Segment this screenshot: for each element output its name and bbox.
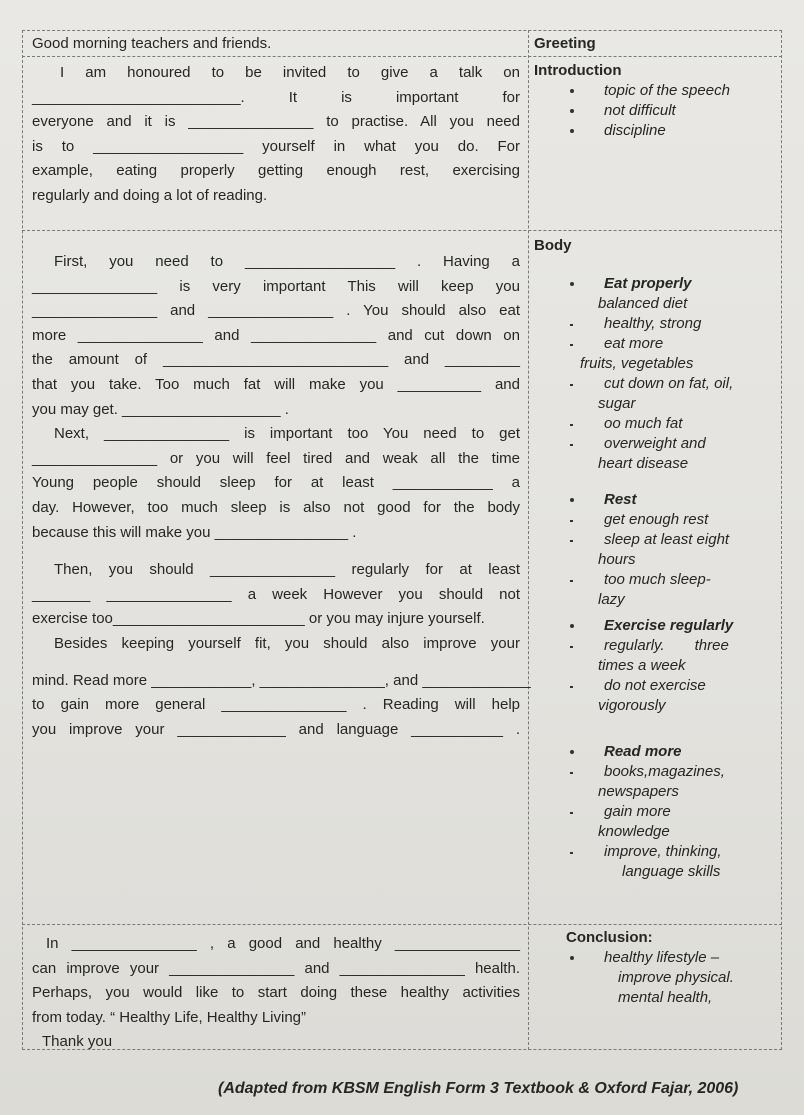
body-label: Body [534,237,572,254]
body-note: heart disease [598,455,689,472]
greeting-notes [534,34,784,54]
body-line: you improve your _____________ and language ___________ . [32,720,520,738]
body-note: cut down on fat, oil, [534,374,784,394]
body-note: vigorously [598,697,666,714]
column-divider [528,30,529,1050]
body-line: more _______________ and _______________ and cut down on [32,326,520,344]
body-line: _______ _______________ a week However you should not [32,585,520,603]
conclusion-line: Perhaps, you would like to start doing these healthy activities [32,984,520,1002]
conclusion-note: improve physical. [618,969,734,986]
body-line: _______________ is very important This will keep you [32,277,520,295]
body-line: Next, _______________ is important too You need to get [54,425,520,443]
conclusion-text [32,932,520,1055]
body-note: books,magazines, [534,762,784,782]
body-note [534,636,784,656]
body-line: First, you need to __________________ . Having a [54,253,520,270]
body-note: get enough rest [534,510,784,530]
conclusion-notes [534,928,784,1008]
body-note: gain more [534,802,784,822]
row-divider-introduction [22,230,782,231]
body-note: improve, thinking, [534,842,784,862]
greeting-text [32,32,520,57]
body-note: knowledge [598,823,670,840]
body-line: Then, you should _______________ regularly for at least [54,561,520,579]
intro-note: discipline [534,121,784,141]
conclusion-note: healthy lifestyle – [534,948,784,968]
body-note-text: regularly. [604,637,665,654]
intro-note: not difficult [534,101,784,121]
intro-line: _________________________. It is important for [32,88,520,106]
body-note-text: three [694,637,729,654]
greeting-line: Good morning teachers and friends. [32,35,272,52]
body-notes [534,236,784,882]
body-line: Young people should sleep for at least ____________ a [32,474,520,492]
body-line: mind. Read more ____________, _______________, and _____________ [32,671,531,689]
intro-line: example, eating properly getting enough rest, exercising [32,162,520,180]
conclusion-note: mental health, [618,989,713,1006]
body-note: times a week [598,657,686,674]
body-note: language skills [622,863,721,880]
body-line: day. However, too much sleep is also not good for the body [32,498,520,516]
body-note: balanced diet [598,295,688,312]
body-line: that you take. Too much fat will make you __________ and [32,375,520,393]
introduction-notes [534,61,784,141]
body-line: you may get. ___________________ . [32,400,289,418]
body-line: _______________ or you will feel tired and weak all the time [32,449,520,467]
body-note: overweight and [534,434,784,454]
body-note: fruits, vegetables [580,355,694,372]
body-note: too much sleep- [534,570,784,590]
row-divider-body [22,924,782,925]
greeting-label: Greeting [534,35,596,52]
body-note-heading: Exercise regularly [534,616,784,636]
body-line: exercise too_______________________ or you may injure yourself. [32,610,485,628]
intro-line: regularly and doing a lot of reading. [32,186,268,204]
body-line: because this will make you ________________ . [32,523,357,541]
body-note: lazy [598,591,625,608]
body-text [32,250,531,742]
source-citation: (Adapted from KBSM English Form 3 Textbook & Oxford Fajar, 2006) [218,1080,739,1097]
intro-line: I am honoured to be invited to give a talk on [60,64,520,81]
body-note: newspapers [598,783,679,800]
body-note-heading: Eat properly [534,274,784,294]
conclusion-line: In _______________ , a good and healthy _______________ [46,935,520,952]
body-note: hours [598,551,636,568]
intro-line: is to __________________ yourself in what you do. For [32,137,520,155]
body-note: healthy, strong [534,314,784,334]
intro-note: topic of the speech [534,81,784,101]
body-line: _______________ and _______________ . You should also eat [32,302,520,320]
intro-line: everyone and it is _______________ to practise. All you need [32,113,520,131]
conclusion-line: can improve your _______________ and _______________ health. [32,959,520,977]
body-note: sugar [598,395,636,412]
body-note: do not exercise [534,676,784,696]
body-note-heading: Rest [534,490,784,510]
introduction-text [32,61,520,209]
conclusion-label: Conclusion: [566,929,653,946]
body-note: oo much fat [534,414,784,434]
conclusion-line: Thank you [42,1033,113,1051]
introduction-label: Introduction [534,62,622,79]
body-note: sleep at least eight [534,530,784,550]
body-note-heading: Read more [534,742,784,762]
body-line: the amount of ___________________________ and _________ [32,351,520,369]
body-note: eat more [534,334,784,354]
body-line: Besides keeping yourself fit, you should also improve your [54,634,520,652]
conclusion-line: from today. “ Healthy Life, Healthy Living” [32,1008,307,1026]
body-line: to gain more general _______________ . Reading will help [32,696,520,714]
